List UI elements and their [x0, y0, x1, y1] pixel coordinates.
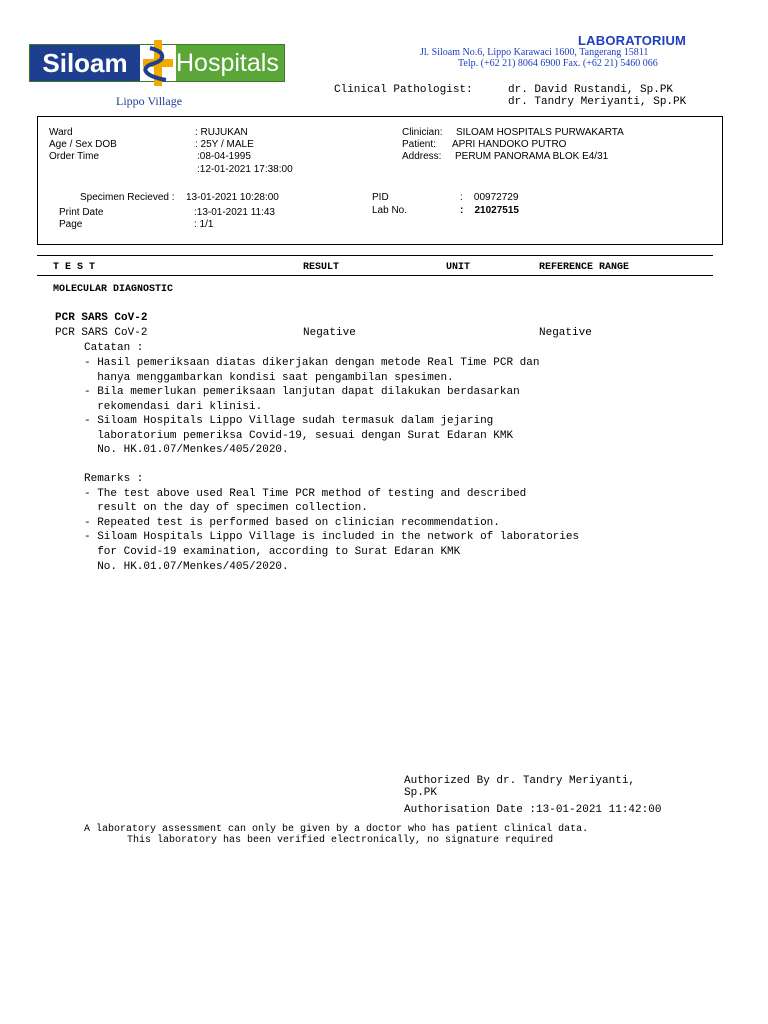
lab-no-value: : 21027515 — [460, 205, 519, 216]
row-reference: Negative — [539, 327, 592, 339]
row-test-name: PCR SARS CoV-2 — [55, 327, 148, 339]
lab-no-label: Lab No. — [372, 205, 408, 216]
page-label: Page — [59, 219, 83, 230]
col-result: RESULT — [303, 262, 340, 273]
remarks-title: Remarks : — [84, 473, 144, 485]
specimen-label: Specimen Recieved : — [80, 192, 175, 203]
authorized-by: Authorized By dr. Tandry Meriyanti, — [404, 775, 636, 787]
remarks-line: - Siloam Hospitals Lippo Village is included in the network of laboratories — [84, 531, 580, 543]
catatan-line: - Bila memerlukan pemeriksaan lanjutan dapat dilakukan berdasarkan — [84, 386, 520, 398]
remarks-line: - Repeated test is performed based on clinician recommendation. — [84, 517, 500, 529]
pathologist-1: dr. David Rustandi, Sp.PK — [508, 84, 674, 96]
col-unit: UNIT — [446, 262, 471, 273]
page-value: : 1/1 — [194, 219, 214, 230]
remarks-line: No. HK.01.07/Menkes/405/2020. — [84, 561, 289, 573]
address-value: PERUM PANORAMA BLOK E4/31 — [455, 151, 609, 162]
remarks-line: result on the day of specimen collection. — [84, 502, 368, 514]
pid-value: : 00972729 — [460, 192, 519, 203]
catatan-line: hanya menggambarkan kondisi saat pengambilan spesimen. — [84, 372, 454, 384]
group-title: PCR SARS CoV-2 — [55, 312, 148, 324]
print-date-label: Print Date — [59, 207, 104, 218]
age-sex-label: Age / Sex DOB — [49, 139, 117, 150]
print-date-value: :13-01-2021 11:43 — [194, 207, 275, 218]
specimen-value: 13-01-2021 10:28:00 — [186, 192, 279, 203]
clinician-label: Clinician: — [402, 127, 443, 138]
ward-label: Ward — [49, 127, 73, 138]
lab-address: Jl. Siloam No.6, Lippo Karawaci 1600, Tangerang 15811 — [420, 47, 649, 58]
patient-name: APRI HANDOKO PUTRO — [452, 139, 567, 150]
lab-title: LABORATORIUM — [578, 33, 687, 48]
catatan-line: laboratorium pemeriksa Covid-19, sesuai dengan Surat Edaran KMK — [84, 430, 514, 442]
row-result: Negative — [303, 327, 356, 339]
catatan-title: Catatan : — [84, 342, 144, 354]
dob-value: :08-04-1995 — [197, 151, 251, 162]
lab-phone: Telp. (+62 21) 8064 6900 Fax. (+62 21) 5460 066 — [458, 58, 658, 69]
col-test: T E S T — [53, 262, 96, 273]
catatan-line: - Hasil pemeriksaan diatas dikerjakan dengan metode Real Time PCR dan — [84, 357, 540, 369]
disclaimer-line-2: This laboratory has been verified electronically, no signature required — [127, 835, 554, 846]
logo-siloam-text: Siloam — [30, 45, 140, 81]
authorized-title: Sp.PK — [404, 787, 438, 799]
patient-label: Patient: — [402, 139, 436, 150]
authorisation-date: Authorisation Date :13-01-2021 11:42:00 — [404, 804, 662, 816]
siloam-hospitals-logo — [29, 44, 285, 82]
age-sex-value: : 25Y / MALE — [195, 139, 254, 150]
table-top-rule — [37, 255, 713, 256]
catatan-line: No. HK.01.07/Menkes/405/2020. — [84, 444, 289, 456]
catatan-line: rekomendasi dari klinisi. — [84, 401, 263, 413]
disclaimer-line-1: A laboratory assessment can only be given by a doctor who has patient clinical data. — [84, 824, 589, 835]
logo-hospitals-text: Hospitals — [176, 49, 279, 77]
col-reference: REFERENCE RANGE — [539, 262, 630, 273]
catatan-line: - Siloam Hospitals Lippo Village sudah termasuk dalam jejaring — [84, 415, 494, 427]
ward-value: : RUJUKAN — [195, 127, 248, 138]
pid-label: PID — [372, 192, 389, 203]
remarks-line: - The test above used Real Time PCR method of testing and described — [84, 488, 527, 500]
logo-cross-icon — [140, 40, 176, 86]
pathologist-label: Clinical Pathologist: — [334, 84, 473, 96]
order-time-value: :12-01-2021 17:38:00 — [197, 164, 293, 175]
table-header-rule — [37, 275, 713, 276]
address-label: Address: — [402, 151, 442, 162]
remarks-line: for Covid-19 examination, according to Surat Edaran KMK — [84, 546, 461, 558]
order-time-label: Order Time — [49, 151, 100, 162]
clinician-value: SILOAM HOSPITALS PURWAKARTA — [456, 127, 624, 138]
pathologist-2: dr. Tandry Meriyanti, Sp.PK — [508, 96, 687, 108]
branch-name: Lippo Village — [116, 94, 183, 108]
section-title: MOLECULAR DIAGNOSTIC — [53, 284, 174, 295]
